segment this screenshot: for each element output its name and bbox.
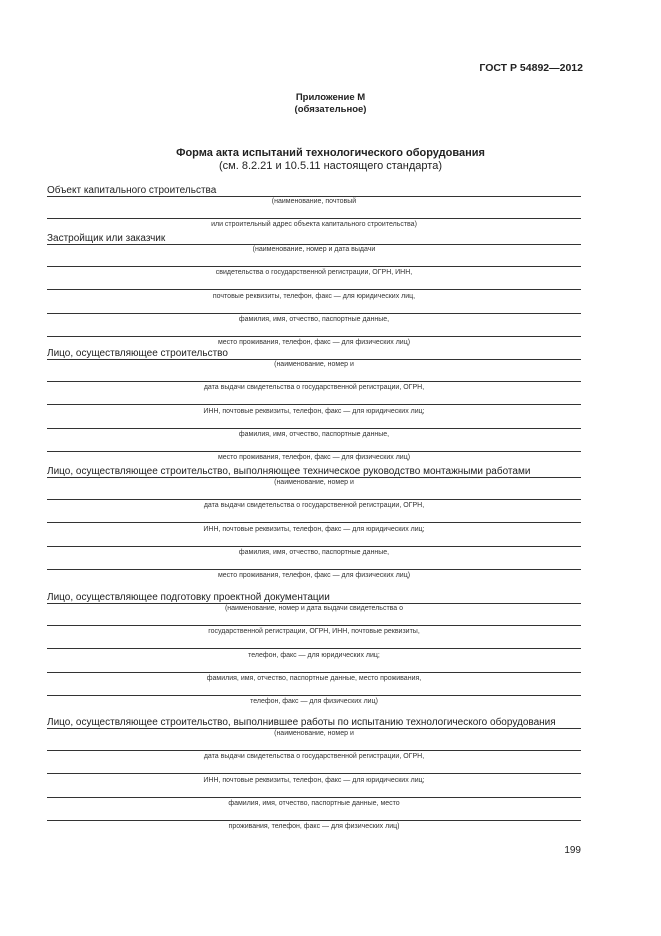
field-hint: или строительный адрес объекта капитального строительства) (211, 221, 417, 229)
field-label: Лицо, осуществляющее подготовку проектной документации (47, 592, 333, 603)
field-line[interactable] (47, 499, 581, 500)
field-line[interactable] (47, 797, 581, 798)
field-hint: фамилия, имя, отчество, паспортные данные, место проживания, (206, 674, 422, 682)
field-line[interactable] (47, 313, 581, 314)
standard-number: ГОСТ Р 54892—2012 (479, 62, 583, 74)
field-hint: ИНН, почтовые реквизиты, телефон, факс — для юридических лиц; (203, 776, 425, 784)
field-hint: место проживания, телефон, факс — для физических лиц) (217, 454, 411, 462)
field-label: Лицо, осуществляющее строительство, выполняющее техническое руководство монтажными работами (47, 466, 533, 477)
field-hint: дата выдачи свидетельства о государственной регистрации, ОГРН, (203, 384, 425, 392)
field-line[interactable] (47, 289, 581, 290)
field-hint: (наименование, номер и (274, 730, 354, 737)
field-line[interactable] (47, 218, 581, 219)
field-hint: (наименование, номер и дата выдачи свидетельства о (224, 605, 404, 612)
field-hint: место проживания, телефон, факс — для физических лиц) (217, 572, 411, 580)
field-hint: (наименование, номер и (274, 479, 354, 486)
appendix-title: Приложение М (295, 92, 366, 103)
field-line[interactable] (47, 196, 581, 197)
form-fields (47, 0, 581, 936)
field-label: Объект капитального строительства (47, 185, 219, 196)
field-line[interactable] (47, 820, 581, 821)
field-line[interactable] (47, 648, 581, 649)
field-hint: место проживания, телефон, факс — для физических лиц) (217, 339, 411, 347)
field-hint: проживания, телефон, факс — для физических лиц) (228, 823, 400, 831)
field-line[interactable] (47, 672, 581, 673)
field-line[interactable] (47, 451, 581, 452)
field-line[interactable] (47, 728, 581, 729)
field-line[interactable] (47, 546, 581, 547)
form-title: Форма акта испытаний технологического оборудования (176, 147, 485, 159)
field-hint: дата выдачи свидетельства о государственной регистрации, ОГРН, (203, 502, 425, 510)
field-hint: ИНН, почтовые реквизиты, телефон, факс — для юридических лиц; (203, 407, 425, 415)
page-number: 199 (564, 845, 581, 856)
field-hint: свидетельства о государственной регистрации, ОГРН, ИНН, (215, 269, 413, 277)
field-hint: фамилия, имя, отчество, паспортные данные, место (228, 799, 400, 807)
field-line[interactable] (47, 266, 581, 267)
field-line[interactable] (47, 695, 581, 696)
field-line[interactable] (47, 603, 581, 604)
field-line[interactable] (47, 773, 581, 774)
field-hint: фамилия, имя, отчество, паспортные данные, (238, 430, 390, 438)
field-line[interactable] (47, 477, 581, 478)
field-line[interactable] (47, 750, 581, 751)
field-line[interactable] (47, 381, 581, 382)
field-hint: почтовые реквизиты, телефон, факс — для юридических лиц, (212, 292, 416, 300)
field-hint: фамилия, имя, отчество, паспортные данные, (238, 548, 390, 556)
field-hint: дата выдачи свидетельства о государственной регистрации, ОГРН, (203, 753, 425, 761)
field-hint: (наименование, почтовый (271, 198, 357, 205)
field-hint: (наименование, номер и (274, 361, 354, 368)
field-line[interactable] (47, 428, 581, 429)
field-line[interactable] (47, 625, 581, 626)
field-line[interactable] (47, 569, 581, 570)
field-label: Лицо, осуществляющее строительство, выполнившее работы по испытанию технологического оборудования (47, 717, 559, 728)
field-label: Застройщик или заказчик (47, 233, 168, 244)
field-line[interactable] (47, 359, 581, 360)
field-label: Лицо, осуществляющее строительство (47, 348, 231, 359)
field-hint: телефон, факс — для юридических лиц; (248, 651, 380, 659)
field-line[interactable] (47, 336, 581, 337)
field-line[interactable] (47, 522, 581, 523)
field-hint: (наименование, номер и дата выдачи (252, 246, 376, 253)
field-line[interactable] (47, 244, 581, 245)
field-hint: государственной регистрации, ОГРН, ИНН, почтовые реквизиты, (208, 628, 420, 636)
field-hint: ИНН, почтовые реквизиты, телефон, факс — для юридических лиц; (203, 525, 425, 533)
appendix-note: (обязательное) (294, 104, 367, 115)
field-line[interactable] (47, 404, 581, 405)
field-hint: телефон, факс — для физических лиц) (250, 698, 378, 706)
form-subtitle: (см. 8.2.21 и 10.5.11 настоящего стандарта) (218, 160, 442, 172)
field-hint: фамилия, имя, отчество, паспортные данные, (238, 315, 390, 323)
